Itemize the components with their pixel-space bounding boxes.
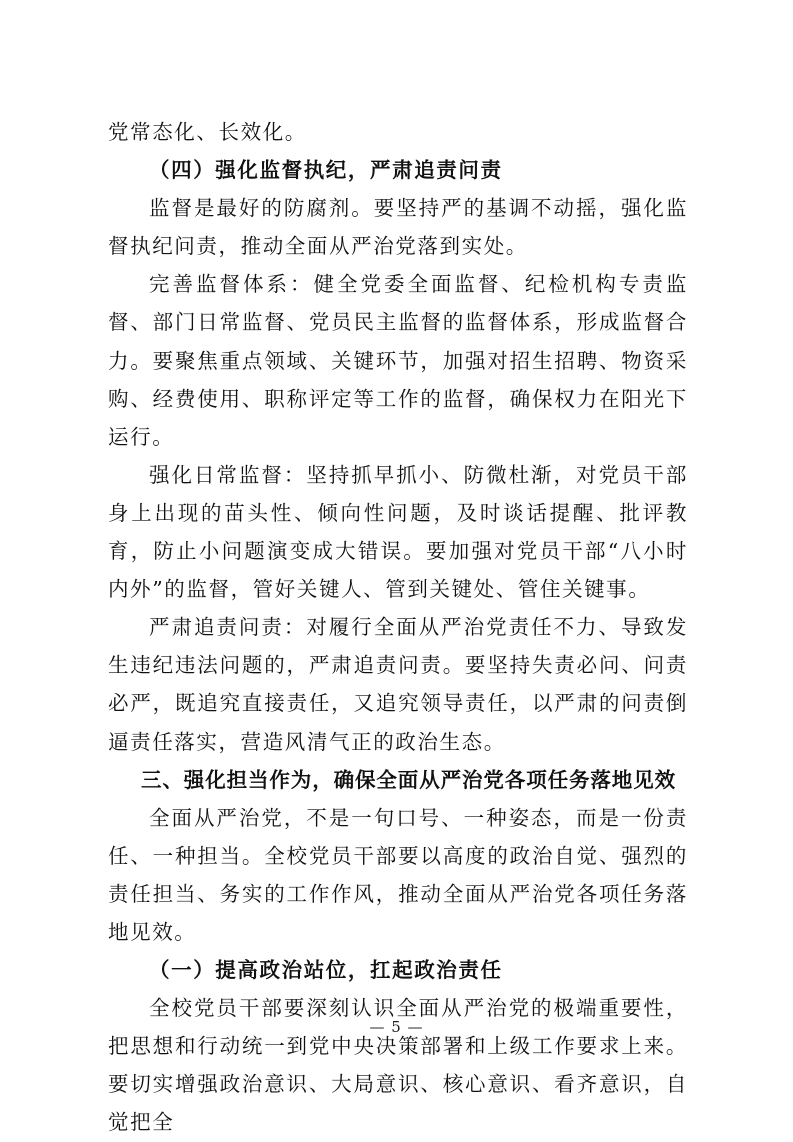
paragraph-supervision-system: 完善监督体系：健全党委全面监督、纪检机构专责监督、部门日常监督、党员民主监督的监督体系，形成监督合力。要聚焦重点领域、关键环节，加强对招生招聘、物资采购、经费使用、职称评定等工作的监督，确保权力在阳光下运行。 (108, 272, 688, 449)
subheading-1: （一）提高政治站位，扛起政治责任 (149, 958, 503, 983)
paragraph-supervision-intro: 监督是最好的防腐剂。要坚持严的基调不动摇，强化监督执纪问责，推动全面从严治党落到实处。 (108, 196, 688, 259)
paragraph-political-responsibility: 全校党员干部要深刻认识全面从严治党的极端重要性，把思想和行动统一到党中央决策部署和上级工作要求上来。要切实增强政治意识、大局意识、核心意识、看齐意识，自觉把全 (108, 996, 688, 1135)
paragraph-accountability: 严肃追责问责：对履行全面从严治党责任不力、导致发生违纪违法问题的，严肃追责问责。要坚持失责必问、问责必严，既追究直接责任，又追究领导责任，以严肃的问责倒逼责任落实，营造风清气正的政治生态。 (108, 615, 688, 754)
page-number: — 5 — (369, 1018, 424, 1036)
paragraph-continuation: 党常态化、长效化。 (108, 120, 307, 144)
section-heading-3: 三、强化担当作为，确保全面从严治党各项任务落地见效 (141, 767, 676, 792)
paragraph-section-3-intro: 全面从严治党，不是一句口号、一种姿态，而是一份责任、一种担当。全校党员干部要以高度的政治自觉、强烈的责任担当、务实的工作作风，推动全面从严治党各项任务落地见效。 (108, 805, 688, 944)
document-body (108, 113, 688, 1142)
paragraph-daily-supervision: 强化日常监督：坚持抓早抓小、防微杜渐，对党员干部身上出现的苗头性、倾向性问题，及时谈话提醒、批评教育，防止小问题演变成大错误。要加强对党员干部“八小时内外”的监督，管好关键人、管到关键处、管住关键事。 (108, 462, 688, 602)
subheading-4: （四）强化监督执纪，严肃追责问责 (149, 158, 503, 183)
